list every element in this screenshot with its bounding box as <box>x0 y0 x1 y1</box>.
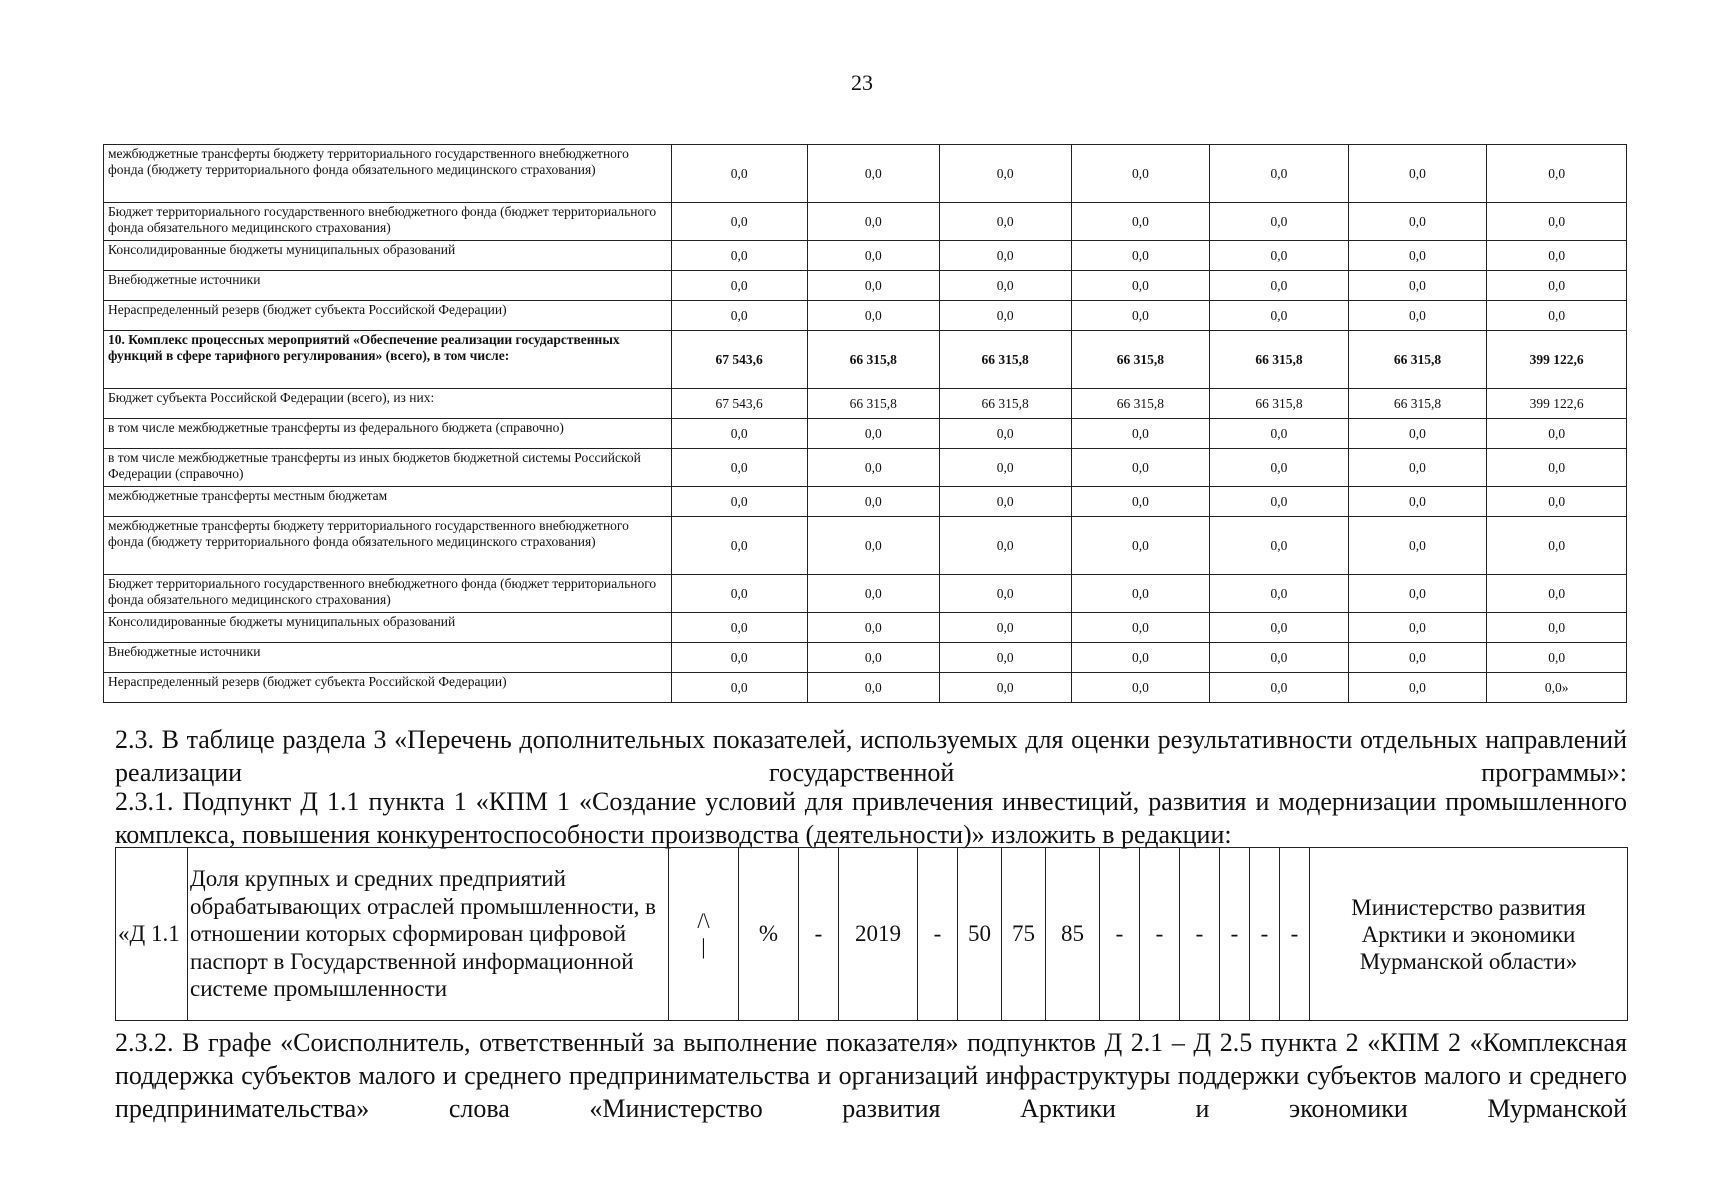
financing-value-cell: 0,0 <box>939 241 1071 271</box>
financing-value-cell: 0,0 <box>939 301 1071 331</box>
financing-value-cell: 0,0 <box>807 145 939 203</box>
financing-value-cell: 0,0 <box>1348 517 1487 575</box>
financing-value-cell: 0,0 <box>1071 301 1210 331</box>
financing-value-cell: 0,0 <box>1071 241 1210 271</box>
financing-row-label: межбюджетные трансферты бюджету территориального государственного внебюджетного фонда (бюджету территориального фонда обязательного медицинского страхования) <box>104 145 672 203</box>
financing-row-label: Бюджет территориального государственного внебюджетного фонда (бюджет территориального фонда обязательного медицинского страхования) <box>104 203 672 241</box>
financing-value-cell: 66 315,8 <box>1071 389 1210 419</box>
page-number: 23 <box>851 70 873 95</box>
financing-value-cell: 0,0 <box>1210 673 1349 703</box>
financing-value-cell: 0,0 <box>1210 203 1349 241</box>
financing-value-cell: 0,0 <box>1487 643 1627 673</box>
financing-value-cell: 0,0 <box>939 673 1071 703</box>
financing-value-cell: 66 315,8 <box>1210 331 1349 389</box>
financing-value-cell: 0,0 <box>807 301 939 331</box>
indicator-row <box>116 848 1628 1021</box>
financing-row-label: 10. Комплекс процессных мероприятий «Обеспечение реализации государственных функций в сфере тарифного регулирования» (всего), в том числе: <box>104 331 672 389</box>
indicator-cell: - <box>918 848 958 1021</box>
financing-row-label: Бюджет субъекта Российской Федерации (всего), из них: <box>104 389 672 419</box>
financing-value-cell: 0,0 <box>1210 575 1349 613</box>
financing-value-cell: 0,0 <box>1071 419 1210 449</box>
financing-value-cell: 0,0 <box>671 419 807 449</box>
indicator-code: «Д 1.1 <box>116 848 188 1021</box>
financing-value-cell: 0,0 <box>939 517 1071 575</box>
financing-value-cell: 0,0 <box>1071 643 1210 673</box>
financing-value-cell: 0,0 <box>1348 145 1487 203</box>
financing-value-cell: 0,0 <box>939 271 1071 301</box>
financing-value-cell: 0,0 <box>1487 301 1627 331</box>
financing-value-cell: 0,0 <box>1348 271 1487 301</box>
financing-value-cell: 66 315,8 <box>1348 331 1487 389</box>
financing-row <box>104 517 1627 575</box>
financing-value-cell: 0,0 <box>671 643 807 673</box>
financing-value-cell: 399 122,6 <box>1487 331 1627 389</box>
financing-row-label: Консолидированные бюджеты муниципальных образований <box>104 613 672 643</box>
financing-value-cell: 0,0 <box>1210 517 1349 575</box>
financing-row-label: Консолидированные бюджеты муниципальных образований <box>104 241 672 271</box>
financing-value-cell: 0,0 <box>807 449 939 487</box>
financing-row <box>104 145 1627 203</box>
financing-value-cell: 66 315,8 <box>807 389 939 419</box>
financing-value-cell: 0,0 <box>1348 575 1487 613</box>
financing-value-cell: 0,0 <box>1210 241 1349 271</box>
financing-value-cell: 0,0 <box>1487 203 1627 241</box>
financing-value-cell: 0,0 <box>1348 301 1487 331</box>
financing-value-cell: 0,0 <box>807 643 939 673</box>
financing-value-cell: 0,0 <box>1487 613 1627 643</box>
financing-row <box>104 643 1627 673</box>
financing-row <box>104 575 1627 613</box>
unit-cell: % <box>739 848 799 1021</box>
financing-row-label: межбюджетные трансферты местным бюджетам <box>104 487 672 517</box>
financing-value-cell: 0,0 <box>671 145 807 203</box>
direction-bar: | <box>701 934 706 959</box>
paragraph-2-3-1: 2.3.1. Подпункт Д 1.1 пункта 1 «КПМ 1 «Создание условий для привлечения инвестиций, развития и модернизации промышленного комплекса, повышения конкурентоспособности производства (деятельности)» изложить в редакции: <box>115 787 1627 849</box>
indicator-name: Доля крупных и средних предприятий обрабатывающих отраслей промышленности, в отношении которых сформирован цифровой паспорт в Государственной информационной системе промышленности <box>188 848 669 1021</box>
financing-value-cell: 0,0 <box>671 575 807 613</box>
financing-value-cell: 0,0 <box>671 613 807 643</box>
financing-value-cell: 0,0 <box>671 673 807 703</box>
financing-value-cell: 0,0 <box>1487 271 1627 301</box>
financing-row <box>104 389 1627 419</box>
financing-value-cell: 0,0 <box>1071 145 1210 203</box>
financing-value-cell: 0,0 <box>1210 613 1349 643</box>
financing-value-cell: 0,0 <box>1210 643 1349 673</box>
financing-value-cell: 0,0 <box>939 145 1071 203</box>
financing-value-cell: 67 543,6 <box>671 389 807 419</box>
financing-value-cell: 67 543,6 <box>671 331 807 389</box>
financing-row <box>104 419 1627 449</box>
financing-value-cell: 0,0 <box>1487 517 1627 575</box>
financing-value-cell: 0,0 <box>1348 241 1487 271</box>
financing-value-cell: 0,0 <box>1210 487 1349 517</box>
direction-cell <box>669 848 739 1021</box>
indicator-table <box>115 847 1628 1021</box>
financing-value-cell: 0,0 <box>807 203 939 241</box>
financing-value-cell: 0,0 <box>1487 487 1627 517</box>
financing-value-cell: 0,0 <box>1071 271 1210 301</box>
financing-value-cell: 0,0 <box>1487 241 1627 271</box>
financing-value-cell: 0,0 <box>1071 487 1210 517</box>
financing-value-cell: 0,0 <box>939 203 1071 241</box>
financing-value-cell: 0,0 <box>807 271 939 301</box>
financing-row <box>104 241 1627 271</box>
financing-value-cell: 0,0 <box>671 517 807 575</box>
financing-value-cell: 0,0 <box>1071 517 1210 575</box>
financing-value-cell: 0,0 <box>1210 301 1349 331</box>
financing-value-cell: 66 315,8 <box>1210 389 1349 419</box>
financing-row-label: Нераспределенный резерв (бюджет субъекта Российской Федерации) <box>104 673 672 703</box>
indicator-cell: - <box>1250 848 1280 1021</box>
indicator-cell: - <box>1140 848 1180 1021</box>
paragraph-2-3: 2.3. В таблице раздела 3 «Перечень дополнительных показателей, используемых для оценки результативности отдельных направлений реализации государственной программы»: <box>115 725 1627 787</box>
financing-value-cell: 0,0 <box>939 449 1071 487</box>
financing-row <box>104 271 1627 301</box>
financing-value-cell: 0,0 <box>671 203 807 241</box>
financing-value-cell: 0,0 <box>807 613 939 643</box>
indicator-cell: - <box>799 848 839 1021</box>
financing-value-cell: 0,0 <box>1071 449 1210 487</box>
financing-value-cell: 66 315,8 <box>1071 331 1210 389</box>
financing-value-cell: 0,0 <box>1071 203 1210 241</box>
financing-value-cell: 0,0 <box>1487 449 1627 487</box>
indicator-cell: - <box>1280 848 1310 1021</box>
financing-value-cell: 0,0 <box>939 643 1071 673</box>
financing-value-cell: 0,0 <box>1210 145 1349 203</box>
financing-value-cell: 0,0 <box>1348 673 1487 703</box>
financing-value-cell: 0,0 <box>671 301 807 331</box>
financing-value-cell: 66 315,8 <box>939 331 1071 389</box>
financing-row <box>104 449 1627 487</box>
financing-row-label: в том числе межбюджетные трансферты из иных бюджетов бюджетной системы Российской Федерации (справочно) <box>104 449 672 487</box>
financing-value-cell: 0,0 <box>671 241 807 271</box>
financing-value-cell: 66 315,8 <box>807 331 939 389</box>
financing-value-cell: 0,0 <box>1210 419 1349 449</box>
financing-row-label: в том числе межбюджетные трансферты из федерального бюджета (справочно) <box>104 419 672 449</box>
financing-row <box>104 331 1627 389</box>
indicator-cell: - <box>1180 848 1220 1021</box>
financing-value-cell: 0,0 <box>1487 145 1627 203</box>
paragraph-2-3-2: 2.3.2. В графе «Соисполнитель, ответственный за выполнение показателя» подпунктов Д 2.1 – Д 2.5 пункта 2 «КПМ 2 «Комплексная поддержка субъектов малого и среднего предпринимательства и организаций инфраструктуры поддержки субъектов малого и среднего предпринимательства» слова «Министерство развития Арктики и экономики Мурманской <box>115 1028 1627 1123</box>
indicator-cell: - <box>1100 848 1140 1021</box>
financing-value-cell: 0,0 <box>807 575 939 613</box>
financing-row <box>104 613 1627 643</box>
financing-table <box>103 144 1627 703</box>
financing-value-cell: 0,0 <box>807 517 939 575</box>
financing-value-cell: 0,0 <box>939 613 1071 643</box>
indicator-cell: 75 <box>1002 848 1046 1021</box>
financing-value-cell: 0,0 <box>671 449 807 487</box>
financing-value-cell: 0,0 <box>1348 643 1487 673</box>
financing-value-cell: 0,0 <box>1487 419 1627 449</box>
responsible-cell: Министерство развития Арктики и экономики Мурманской области» <box>1310 848 1628 1021</box>
financing-value-cell: 0,0 <box>1071 613 1210 643</box>
financing-row <box>104 301 1627 331</box>
financing-value-cell: 0,0 <box>939 419 1071 449</box>
financing-value-cell: 0,0 <box>939 487 1071 517</box>
financing-value-cell: 66 315,8 <box>939 389 1071 419</box>
financing-value-cell: 66 315,8 <box>1348 389 1487 419</box>
financing-value-cell: 0,0» <box>1487 673 1627 703</box>
financing-value-cell: 0,0 <box>671 487 807 517</box>
financing-value-cell: 0,0 <box>807 419 939 449</box>
financing-value-cell: 0,0 <box>1348 613 1487 643</box>
indicator-cell: 2019 <box>839 848 918 1021</box>
financing-value-cell: 0,0 <box>1348 419 1487 449</box>
financing-value-cell: 399 122,6 <box>1487 389 1627 419</box>
financing-row-label: Бюджет территориального государственного внебюджетного фонда (бюджет территориального фонда обязательного медицинского страхования) <box>104 575 672 613</box>
financing-value-cell: 0,0 <box>1210 271 1349 301</box>
financing-value-cell: 0,0 <box>1487 575 1627 613</box>
financing-value-cell: 0,0 <box>1348 487 1487 517</box>
indicator-cell: - <box>1220 848 1250 1021</box>
financing-value-cell: 0,0 <box>1348 203 1487 241</box>
financing-row <box>104 203 1627 241</box>
financing-value-cell: 0,0 <box>1071 575 1210 613</box>
financing-value-cell: 0,0 <box>1210 449 1349 487</box>
indicator-cell: 50 <box>958 848 1002 1021</box>
financing-value-cell: 0,0 <box>939 575 1071 613</box>
financing-value-cell: 0,0 <box>807 241 939 271</box>
financing-row-label: Внебюджетные источники <box>104 271 672 301</box>
financing-row-label: межбюджетные трансферты бюджету территориального государственного внебюджетного фонда (бюджету территориального фонда обязательного медицинского страхования) <box>104 517 672 575</box>
financing-value-cell: 0,0 <box>671 271 807 301</box>
indicator-cell: 85 <box>1046 848 1100 1021</box>
financing-row <box>104 673 1627 703</box>
direction-up-icon: /\ <box>697 908 710 933</box>
financing-value-cell: 0,0 <box>1071 673 1210 703</box>
financing-row-label: Нераспределенный резерв (бюджет субъекта Российской Федерации) <box>104 301 672 331</box>
financing-value-cell: 0,0 <box>807 487 939 517</box>
financing-value-cell: 0,0 <box>807 673 939 703</box>
financing-value-cell: 0,0 <box>1348 449 1487 487</box>
financing-row-label: Внебюджетные источники <box>104 643 672 673</box>
financing-row <box>104 487 1627 517</box>
